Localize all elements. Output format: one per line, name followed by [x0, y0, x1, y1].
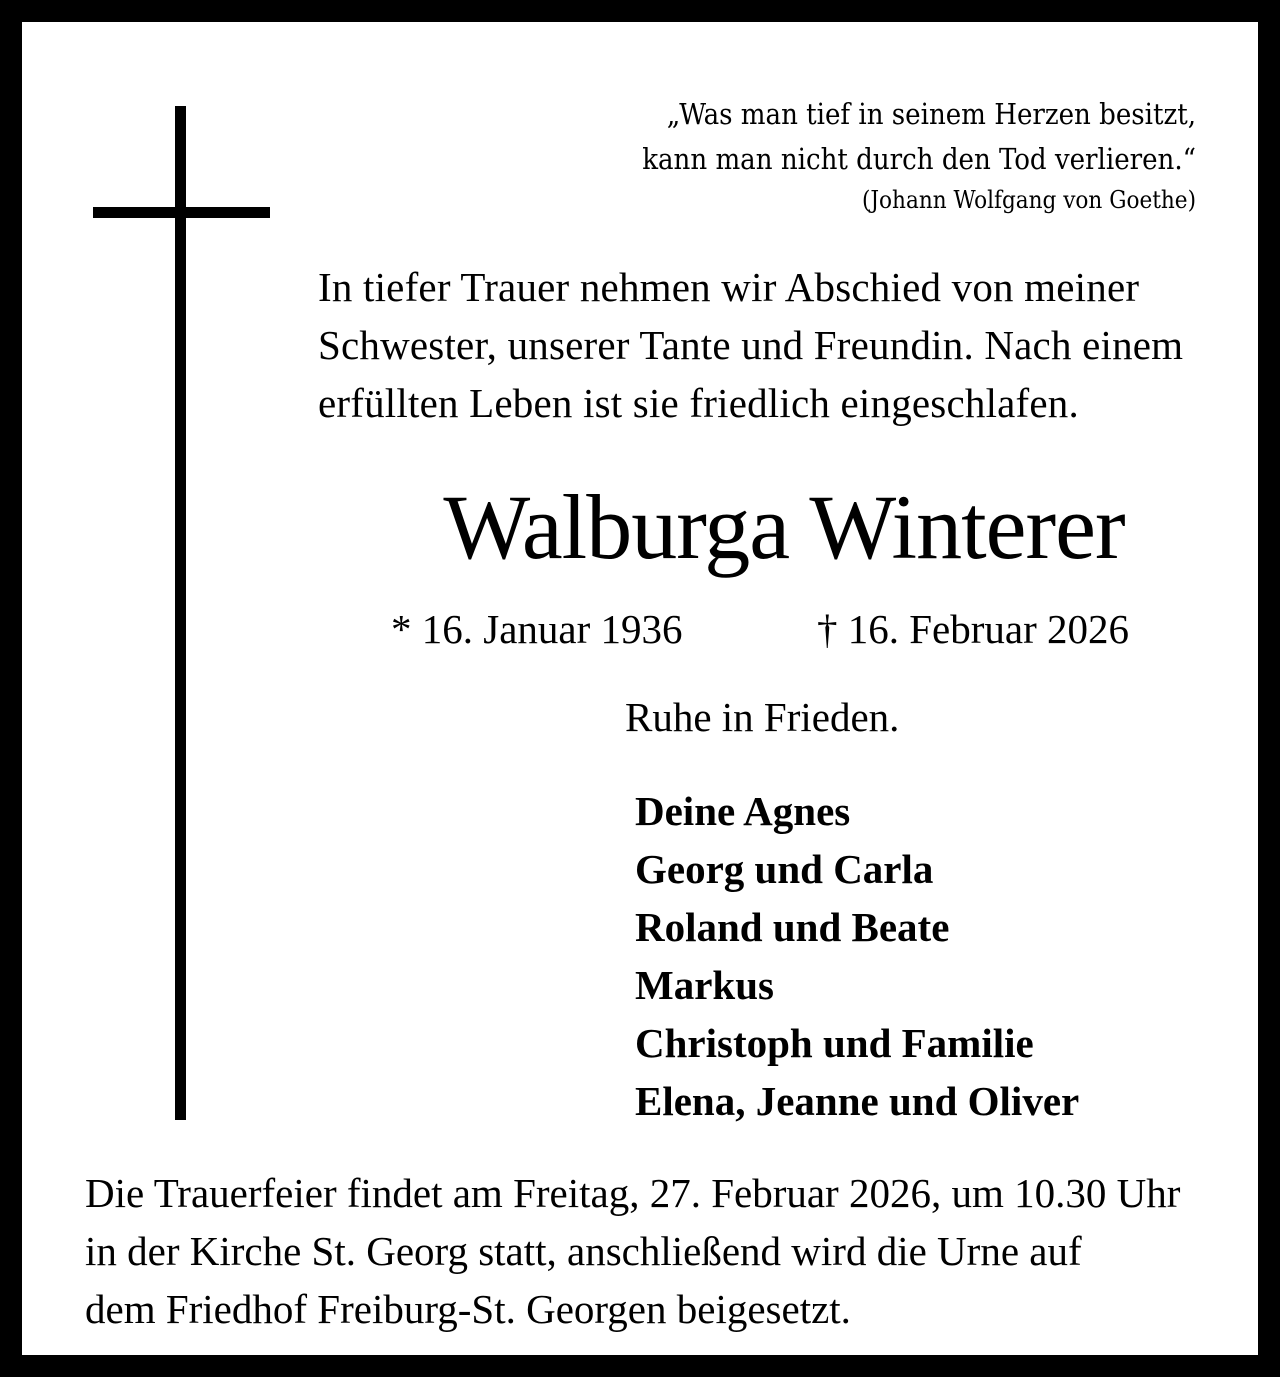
service-line-3: dem Friedhof Freiburg-St. Georgen beigesetzt. [85, 1286, 851, 1332]
mourner-item: Georg und Carla [635, 846, 934, 892]
quote-line-1: „Was man tief in seinem Herzen besitzt, [666, 97, 1196, 131]
farewell-text: Ruhe in Frieden. [625, 694, 900, 740]
intro-line-3: erfüllten Leben ist sie friedlich eingeschlafen. [318, 380, 1079, 426]
deceased-name: Walburga Winterer [443, 476, 1125, 578]
goethe-quote [642, 92, 1196, 218]
mourner-item: Roland und Beate [635, 904, 950, 950]
mourner-item: Deine Agnes [635, 788, 851, 834]
birth-date: * 16. Januar 1936 [391, 606, 683, 652]
mourner-item: Markus [635, 962, 774, 1008]
service-line-1: Die Trauerfeier findet am Freitag, 27. Februar 2026, um 10.30 Uhr [85, 1170, 1181, 1216]
quote-line-2: kann man nicht durch den Tod verlieren.“ [642, 142, 1196, 176]
service-line-2: in der Kirche St. Georg statt, anschließend wird die Urne auf [85, 1228, 1082, 1274]
quote-author: (Johann Wolfgang von Goethe) [861, 186, 1196, 214]
intro-line-1: In tiefer Trauer nehmen wir Abschied von meiner [318, 264, 1140, 310]
mourners-list [635, 782, 1079, 1130]
funeral-service-info [85, 1164, 1245, 1338]
intro-text [318, 258, 1243, 432]
intro-line-2: Schwester, unserer Tante und Freundin. Nach einem [318, 322, 1184, 368]
cross-icon-vertical-bar [175, 106, 186, 1120]
death-date: † 16. Februar 2026 [817, 606, 1130, 652]
mourner-item: Christoph und Familie [635, 1020, 1034, 1066]
mourner-item: Elena, Jeanne und Oliver [635, 1078, 1080, 1124]
cross-icon-horizontal-bar [93, 207, 270, 218]
